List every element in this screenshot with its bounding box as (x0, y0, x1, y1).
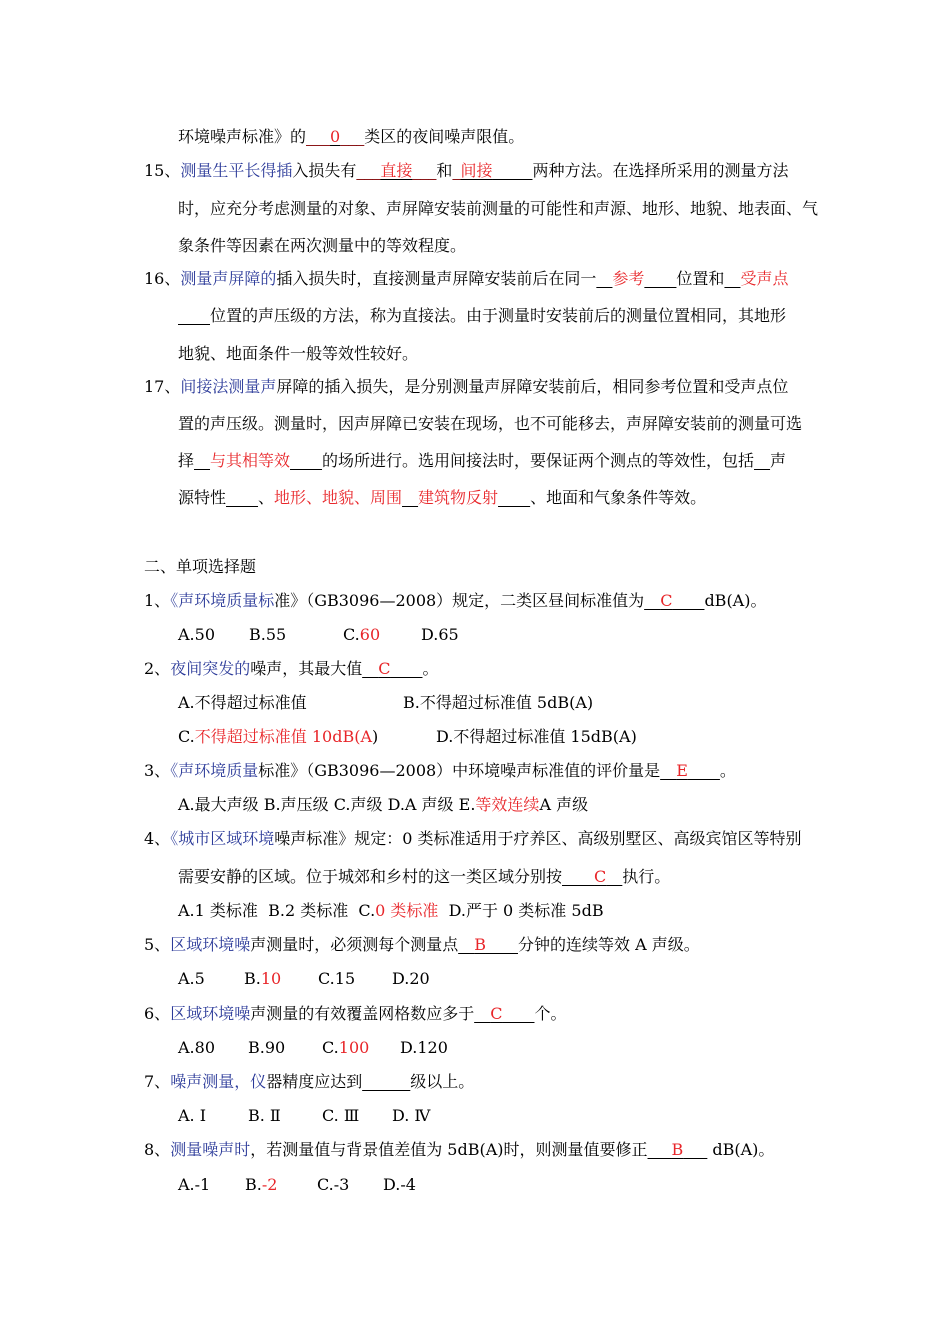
option-d: D.A 声级 (387, 795, 454, 814)
q16-line-1: 16、测量声屏障的插入损失时，直接测量声屏障安装前后在同一__参考____位置和__受声点 (144, 269, 789, 288)
highlight-text: 测量声屏障的 (180, 269, 277, 288)
highlight-text: 间接法测量声 (180, 377, 277, 396)
question-2-options-row-1 (178, 693, 678, 713)
highlight-text: 《声环境质量标 (170, 591, 275, 610)
section-title: 二、单项选择题 (144, 557, 257, 576)
option-a: A. Ⅰ (178, 1106, 207, 1125)
option-c: C.-3 (317, 1175, 350, 1194)
question-4-line-2: 需要安静的区域。位于城郊和乡村的这一类区域分别按____C__执行。 (178, 867, 671, 886)
answer-text: 参考 (612, 269, 645, 288)
answer-text: 0 类标准 (375, 901, 439, 920)
q17-line-2: 置的声压级。测量时，因声屏障已安装在现场，也不可能移去，声屏障安装前的测量可选 (178, 414, 803, 433)
question-6: 6、区域环境噪声测量的有效覆盖网格数应多于__C____个。 (144, 1004, 567, 1023)
question-number: 1、 (144, 591, 171, 610)
question-8-options (178, 1175, 478, 1195)
q15-line-3: 象条件等因素在两次测量中的等效程度。 (178, 236, 467, 255)
option-c: C.100 (322, 1038, 370, 1057)
q17-line-3: 择__与其相等效____的场所进行。选用间接法时，要保证两个测点的等效性，包括__声 (178, 451, 787, 470)
question-7: 7、噪声测量，仪器精度应达到______级以上。 (144, 1072, 475, 1091)
option-b: B.声压级 (263, 795, 329, 814)
question-number: 6、 (144, 1004, 171, 1023)
question-number: 4、 (144, 829, 171, 848)
option-d: D. Ⅳ (392, 1106, 431, 1125)
q16-line-2: ____位置的声压级的方法，称为直接法。由于测量时安装前后的测量位置相同，其地形 (178, 306, 787, 325)
question-4-options (178, 901, 604, 921)
option-d: D.-4 (383, 1175, 416, 1194)
option-c: C.声级 (333, 795, 383, 814)
question-number: 7、 (144, 1072, 171, 1091)
question-3-options (178, 795, 588, 815)
question-number: 16、 (144, 269, 181, 288)
answer-text: B (671, 1140, 684, 1159)
highlight-text: 测量噪声时 (170, 1140, 251, 1159)
answer-text: C (660, 591, 673, 610)
highlight-text: 测量生平长得插 (180, 161, 293, 180)
q15-line-1: 15、测量生平长得插入损失有___直接___和_间接_____两种方法。在选择所采用的测量方法 (144, 161, 789, 180)
option-c: C.0 类标准 (358, 901, 439, 920)
question-5: 5、区域环境噪声测量时，必须测每个测量点__B____分钟的连续等效 A 声级。 (144, 935, 700, 954)
option-a: A.-1 (178, 1175, 211, 1194)
option-d: D.严于 0 类标准 5dB (448, 901, 604, 920)
option-a: A.5 (178, 969, 205, 988)
option-b: B.55 (249, 625, 287, 644)
question-number: 5、 (144, 935, 171, 954)
answer-text: 等效连续 (475, 795, 540, 814)
highlight-text: 夜间突发的 (170, 659, 251, 678)
q17-line-4: 源特性____、地形、地貌、周围__建筑物反射____、地面和气象条件等效。 (178, 488, 707, 507)
option-b: B.90 (248, 1038, 286, 1057)
highlight-text: 《声环境质量 (170, 761, 259, 780)
answer-text: 100 (338, 1038, 370, 1057)
answer-text: 间接 (460, 161, 493, 180)
question-number: 2、 (144, 659, 171, 678)
option-b: B.2 类标准 (268, 901, 349, 920)
option-c: C.不得超过标准值 10dB(A) (178, 727, 379, 746)
option-d: D.120 (400, 1038, 448, 1057)
q16-line-3: 地貌、地面条件一般等效性较好。 (178, 344, 419, 363)
option-a: A.不得超过标准值 (178, 693, 307, 712)
question-number: 15、 (144, 161, 181, 180)
option-a: A.50 (178, 625, 215, 644)
question-3: 3、《声环境质量标准》（GB3096—2008）中环境噪声标准值的评价量是__E____。 (144, 761, 736, 780)
answer-text: -2 (261, 1175, 278, 1194)
highlight-text: 《城市区域环境 (170, 829, 275, 848)
answer-text: 不得超过标准值 10dB(A (194, 727, 373, 746)
answer-text: 0 (330, 127, 341, 146)
question-number: 8、 (144, 1140, 171, 1159)
option-d: D.20 (392, 969, 430, 988)
option-c: C.15 (318, 969, 356, 988)
option-a: A.1 类标准 (178, 901, 258, 920)
question-1-options (178, 625, 478, 645)
answer-text: E (676, 761, 688, 780)
question-7-options (178, 1106, 478, 1126)
option-a: A.80 (178, 1038, 215, 1057)
answer-text: 直接 (380, 161, 413, 180)
answer-text: 60 (359, 625, 381, 644)
answer-text: C (490, 1004, 503, 1023)
option-d: D.65 (421, 625, 459, 644)
q14-continuation-line: 环境噪声标准》的___0___类区的夜间噪声限值。 (178, 127, 525, 146)
question-number: 3、 (144, 761, 171, 780)
question-number: 17、 (144, 377, 181, 396)
option-a: A.最大声级 (178, 795, 259, 814)
answer-text: 地形、地貌、周围 (274, 488, 403, 507)
option-c: C. Ⅲ (322, 1106, 360, 1125)
question-1: 1、《声环境质量标准》（GB3096—2008）规定，二类区昼间标准值为__C____dB(A)。 (144, 591, 767, 610)
answer-text: C (378, 659, 391, 678)
answer-text: 建筑物反射 (418, 488, 499, 507)
highlight-text: 区域环境噪 (170, 1004, 251, 1023)
answer-text: 与其相等效 (210, 451, 291, 470)
option-b: B.不得超过标准值 5dB(A) (403, 693, 594, 712)
answer-text: C (594, 867, 607, 886)
q15-line-2: 时，应充分考虑测量的对象、声屏障安装前测量的可能性和声源、地形、地貌、地表面、气 (178, 199, 819, 218)
option-c: C.60 (343, 625, 381, 644)
answer-text: 10 (260, 969, 282, 988)
answer-text: B (474, 935, 486, 954)
option-e: E.等效连续A 声级 (458, 795, 589, 814)
option-b: B.10 (244, 969, 282, 988)
question-8: 8、测量噪声时，若测量值与背景值差值为 5dB(A)时，则测量值要修正___B___ dB(A)。 (144, 1140, 775, 1159)
question-4: 4、《城市区域环境噪声标准》规定：0 类标准适用于疗养区、高级别墅区、高级宾馆区等特别 (144, 829, 802, 848)
answer-text: 受声点 (740, 269, 789, 288)
highlight-text: 噪声测量，仪 (170, 1072, 267, 1091)
option-b: B.-2 (245, 1175, 278, 1194)
question-6-options (178, 1038, 478, 1058)
q17-line-1: 17、间接法测量声屏障的插入损失，是分别测量声屏障安装前后，相同参考位置和受声点位 (144, 377, 789, 396)
question-2: 2、夜间突发的噪声，其最大值__C____。 (144, 659, 439, 678)
highlight-text: 区域环境噪 (170, 935, 251, 954)
option-d: D.不得超过标准值 15dB(A) (436, 727, 637, 746)
question-2-options-row-2 (178, 727, 678, 747)
question-5-options (178, 969, 478, 989)
option-b: B. Ⅱ (248, 1106, 281, 1125)
